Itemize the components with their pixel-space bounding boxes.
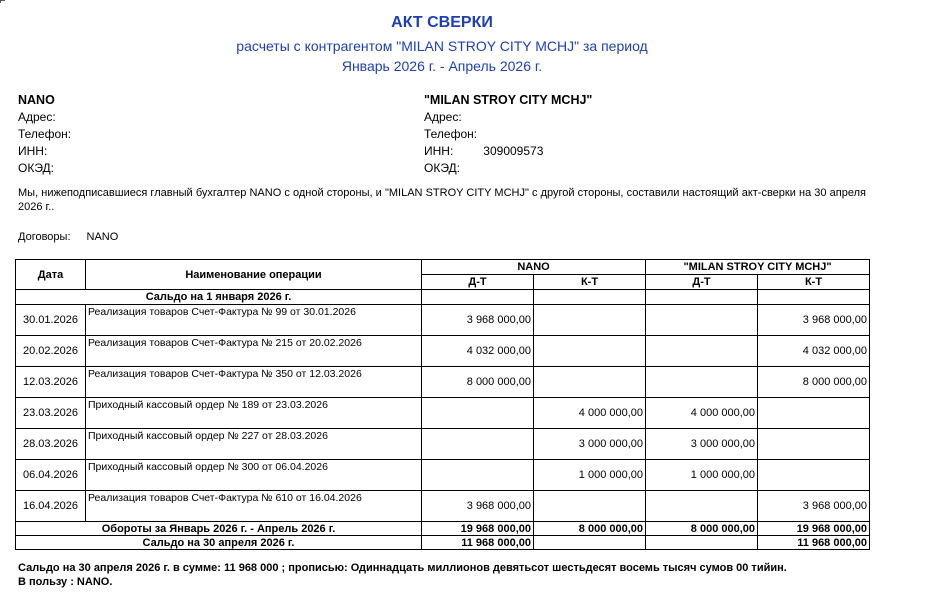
closing-balance-row-l-dt: 11 968 000,00 — [422, 536, 534, 550]
row-amount-l-kt — [534, 336, 646, 367]
party-left-okved-label: ОКЭД: — [18, 161, 55, 175]
footer-summary — [18, 561, 787, 589]
row-amount-r-kt: 3 968 000,00 — [758, 305, 870, 336]
row-operation: Реализация товаров Счет-Фактура № 610 от 16.04.2026 — [86, 491, 422, 522]
row-amount-r-kt: 8 000 000,00 — [758, 367, 870, 398]
contracts-label: Договоры: — [18, 231, 71, 243]
row-amount-r-kt — [758, 429, 870, 460]
row-amount-l-dt: 3 968 000,00 — [422, 491, 534, 522]
row-amount-r-dt — [646, 367, 758, 398]
intro-paragraph: Мы, нижеподписавшиеся главный бухгалтер NANO с одной стороны, и "MILAN STROY CITY MCHJ" с другой стороны, составили настоящий акт-сверки на 30 апреля 2026 г.. — [18, 187, 866, 213]
row-amount-r-dt: 4 000 000,00 — [646, 398, 758, 429]
row-date: 16.04.2026 — [16, 491, 86, 522]
row-amount-l-kt: 4 000 000,00 — [534, 398, 646, 429]
document-subtitle-counterparty: расчеты с контрагентом "MILAN STROY CITY MCHJ" за период — [236, 38, 648, 54]
row-amount-l-dt: 3 968 000,00 — [422, 305, 534, 336]
row-amount-l-kt — [534, 305, 646, 336]
turnover-row — [16, 522, 870, 536]
row-amount-r-kt — [758, 398, 870, 429]
row-amount-l-dt: 8 000 000,00 — [422, 367, 534, 398]
party-left-phone-label: Телефон: — [18, 127, 72, 141]
party-right-name: "MILAN STROY CITY MCHJ" — [424, 93, 593, 107]
party-right-phone-label: Телефон: — [424, 127, 478, 141]
party-right-inn-value: 309009573 — [483, 144, 544, 158]
closing-balance-row-r-kt: 11 968 000,00 — [758, 536, 870, 550]
row-amount-l-kt: 3 000 000,00 — [534, 429, 646, 460]
row-date: 06.04.2026 — [16, 460, 86, 491]
row-amount-r-kt: 4 032 000,00 — [758, 336, 870, 367]
opening-balance-label: Сальдо на 1 января 2026 г. — [16, 290, 422, 305]
header-right-credit: К-Т — [758, 275, 870, 290]
row-amount-r-dt: 1 000 000,00 — [646, 460, 758, 491]
row-date: 20.02.2026 — [16, 336, 86, 367]
party-left-inn-label: ИНН: — [18, 144, 48, 158]
row-amount-l-dt — [422, 398, 534, 429]
row-amount-l-kt: 1 000 000,00 — [534, 460, 646, 491]
opening-left-credit — [534, 290, 646, 305]
row-operation: Реализация товаров Счет-Фактура № 350 от 12.03.2026 — [86, 367, 422, 398]
header-date: Дата — [16, 260, 86, 290]
document-title: АКТ СВЕРКИ — [391, 14, 493, 31]
row-amount-l-dt — [422, 460, 534, 491]
row-date: 28.03.2026 — [16, 429, 86, 460]
row-amount-l-dt — [422, 429, 534, 460]
party-left-block — [18, 92, 71, 177]
closing-balance-row — [16, 536, 870, 550]
reconciliation-table — [15, 259, 870, 550]
row-amount-l-dt: 4 032 000,00 — [422, 336, 534, 367]
corner-mark — [0, 0, 5, 3]
row-amount-r-kt — [758, 460, 870, 491]
turnover-row-l-kt: 8 000 000,00 — [534, 522, 646, 536]
document-subtitle-period: Январь 2026 г. - Апрель 2026 г. — [341, 58, 543, 74]
party-right-okved-label: ОКЭД: — [424, 161, 461, 175]
header-right-debit: Д-Т — [646, 275, 758, 290]
row-date: 12.03.2026 — [16, 367, 86, 398]
row-operation: Реализация товаров Счет-Фактура № 99 от 30.01.2026 — [86, 305, 422, 336]
table-row — [16, 460, 870, 491]
row-date: 30.01.2026 — [16, 305, 86, 336]
opening-left-debit — [422, 290, 534, 305]
header-party-left: NANO — [422, 260, 646, 275]
row-amount-r-dt — [646, 336, 758, 367]
turnover-row-r-dt: 8 000 000,00 — [646, 522, 758, 536]
row-amount-r-dt — [646, 491, 758, 522]
table-row — [16, 367, 870, 398]
row-operation: Приходный кассовый ордер № 300 от 06.04.2026 — [86, 460, 422, 491]
closing-balance-row-label: Сальдо на 30 апреля 2026 г. — [16, 536, 422, 550]
row-operation: Реализация товаров Счет-Фактура № 215 от 20.02.2026 — [86, 336, 422, 367]
closing-balance-row-l-kt — [534, 536, 646, 550]
closing-balance-row-r-dt — [646, 536, 758, 550]
party-left-address-label: Адрес: — [18, 110, 56, 124]
party-right-block — [424, 92, 592, 177]
opening-balance-row — [16, 290, 870, 305]
header-left-debit: Д-Т — [422, 275, 534, 290]
row-amount-l-kt — [534, 367, 646, 398]
row-amount-r-dt — [646, 305, 758, 336]
row-amount-l-kt — [534, 491, 646, 522]
turnover-row-r-kt: 19 968 000,00 — [758, 522, 870, 536]
row-operation: Приходный кассовый ордер № 189 от 23.03.2026 — [86, 398, 422, 429]
header-operation: Наименование операции — [86, 260, 422, 290]
header-party-right: "MILAN STROY CITY MCHJ" — [646, 260, 870, 275]
turnover-row-label: Обороты за Январь 2026 г. - Апрель 2026 г. — [16, 522, 422, 536]
table-row — [16, 429, 870, 460]
table-row — [16, 336, 870, 367]
header-left-credit: К-Т — [534, 275, 646, 290]
table-row — [16, 305, 870, 336]
row-amount-r-dt: 3 000 000,00 — [646, 429, 758, 460]
party-right-inn-label: ИНН: — [424, 144, 454, 158]
row-amount-r-kt: 3 968 000,00 — [758, 491, 870, 522]
row-operation: Приходный кассовый ордер № 227 от 28.03.2026 — [86, 429, 422, 460]
table-row — [16, 491, 870, 522]
contracts-value: NANO — [86, 231, 119, 243]
party-right-address-label: Адрес: — [424, 110, 462, 124]
footer-balance-text: Сальдо на 30 апреля 2026 г. в сумме: 11 968 000 ; прописью: Одиннадцать миллионов девятьсот шестьдесят восемь тысяч сумов 00 тийин. — [18, 562, 787, 574]
footer-in-favor: В пользу : NANO. — [18, 576, 113, 588]
party-left-name: NANO — [18, 93, 55, 107]
opening-right-debit — [646, 290, 758, 305]
table-row — [16, 398, 870, 429]
row-date: 23.03.2026 — [16, 398, 86, 429]
opening-right-credit — [758, 290, 870, 305]
turnover-row-l-dt: 19 968 000,00 — [422, 522, 534, 536]
contracts-line — [18, 231, 118, 243]
